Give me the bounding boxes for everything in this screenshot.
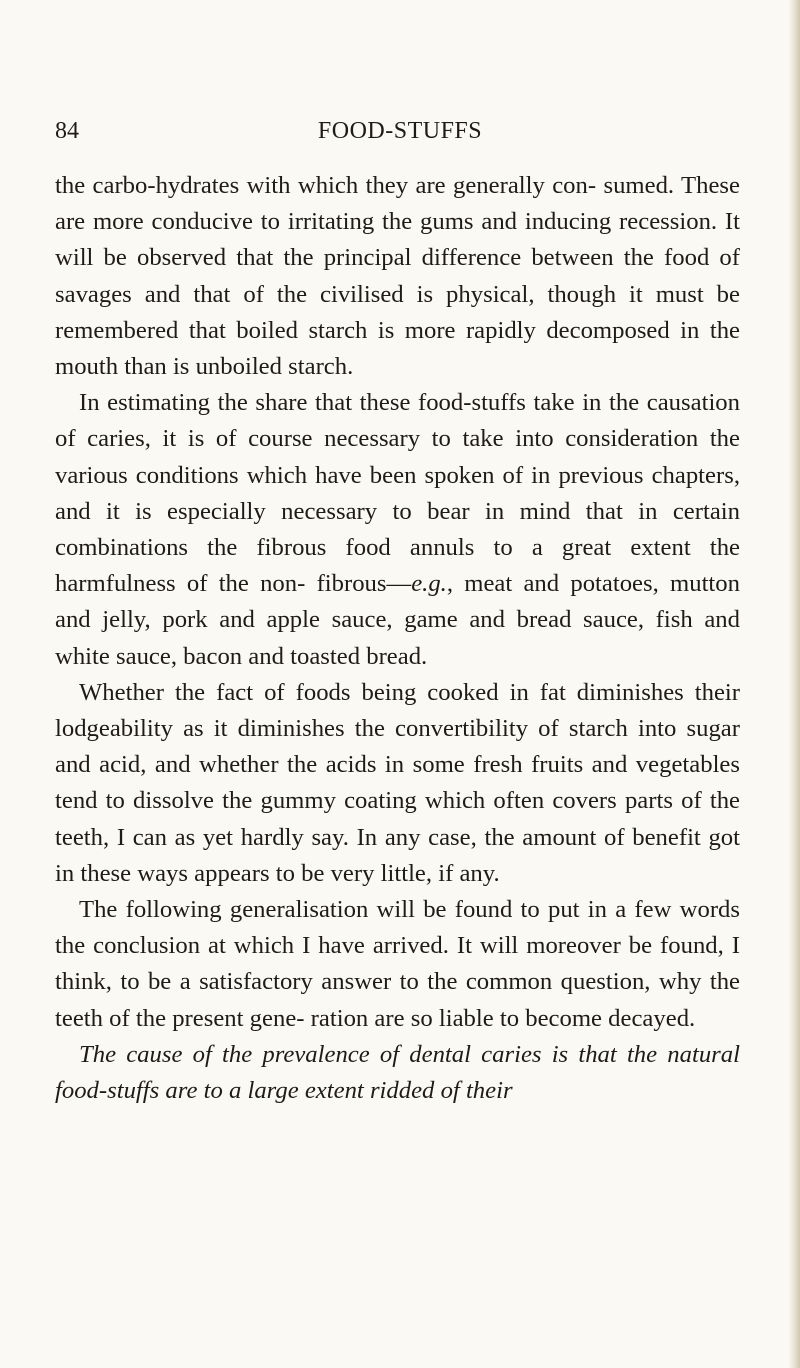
paragraph-4: The following generalisation will be found to put in a few words the conclusion at which I have arrived. It will moreover be found, I think, to be a satisfactory answer to the common question, why the teeth of the present gene- ration are so liable to become decayed.: [55, 896, 740, 1032]
paragraph-5-italic: The cause of the prevalence of dental caries is that the natural food-stuffs are to a large extent ridded of their: [55, 1040, 740, 1105]
paragraph-3: Whether the fact of foods being cooked in fat diminishes their lodgeability as it diminishes the convertibility of starch into sugar and acid, and whether the acids in some fresh fruits and vegetables tend to dissolve the gummy coating which often covers parts of the teeth, I can as yet hardly say. In any case, the amount of benefit got in these ways appears to be very little, if any.: [55, 678, 740, 887]
paragraph-2-italic: e.g.: [411, 570, 447, 598]
paragraph-2-text-after: , meat and potatoes, mutton and jelly, pork and apple sauce, game and bread sauce, fish and white sauce, bacon and toasted bread.: [55, 570, 740, 670]
page-edge-shadow: [788, 0, 800, 1368]
running-head: FOOD-STUFFS: [317, 118, 483, 144]
page-header: [0, 118, 800, 152]
paragraph-5: [55, 1037, 740, 1109]
page-number: 84: [55, 118, 79, 144]
paragraph-2: [55, 385, 740, 675]
paragraph-2-text-before: In estimating the share that these food-stuffs take in the causation of caries, it is of course necessary to take into consideration the various conditions which have been spoken of in previous chapters, and it is especially necessary to bear in mind that in certain combinations the fibrous food annuls to a great extent the harmfulness of the non- fibrous—: [55, 389, 740, 598]
body-text: [55, 168, 740, 1109]
paragraph-1: the carbo-hydrates with which they are generally con- sumed. These are more conducive to irritating the gums and inducing recession. It will be observed that the principal difference between the food of savages and that of the civilised is physical, though it must be remembered that boiled starch is more rapidly decomposed in the mouth than is unboiled starch.: [55, 172, 740, 381]
